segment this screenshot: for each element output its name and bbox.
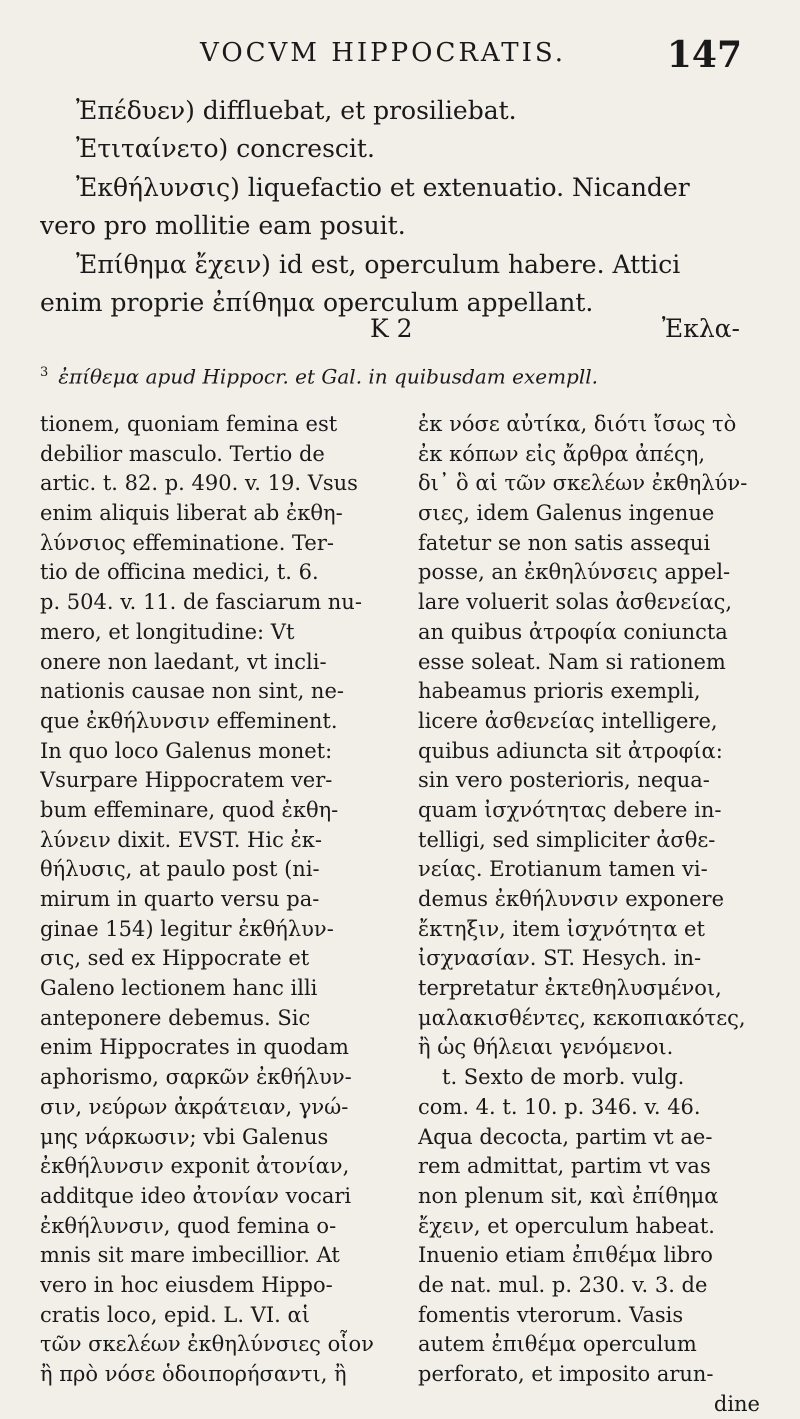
column-line: λύνσιος effeminatione. Ter-: [40, 530, 334, 555]
column-line: de nat. mul. p. 230. v. 3. de: [418, 1272, 708, 1297]
column-line: bum effeminare, quod ἐκθη-: [40, 797, 339, 822]
column-line: an quibus ἀτροφία coniuncta: [418, 619, 728, 644]
column-line: In quo loco Galenus monet:: [40, 738, 333, 763]
column-line: Galeno lectionem hanc illi: [40, 976, 318, 1001]
column-line: licere ἀσθενείας intelligere,: [418, 708, 718, 733]
column-line: terpretatur ἐκτεθηλυσμένοι,: [418, 976, 722, 1001]
column-line: mnis sit mare imbecillior. At: [40, 1243, 340, 1268]
entry-line: enim proprie ἐπίθημα operculum appellant.: [40, 287, 594, 317]
entry-line: vero pro mollitie eam posuit.: [40, 211, 406, 241]
column-line: p. 504. v. 11. de fasciarum nu-: [40, 590, 362, 615]
entry-line: Ἐκθήλυνσις) liquefactio et extenuatio. Nicander: [76, 172, 690, 202]
column-line: quibus adiuncta sit ἀτροφία:: [418, 738, 723, 763]
column-line: μαλακισθέντες, κεκοπιακότες,: [418, 1005, 746, 1030]
column-line: τῶν σκελέων ἐκθηλύνσιες οἷον: [40, 1332, 374, 1357]
column-line: artic. t. 82. p. 490. v. 19. Vsus: [40, 471, 358, 496]
column-line: rem admittat, partim vt vas: [418, 1154, 711, 1179]
right-column: [418, 410, 760, 1419]
column-line: θήλυσις, at paulo post (ni-: [40, 857, 320, 882]
column-line: autem ἐπιθέμα operculum: [418, 1332, 697, 1357]
column-line: ἐκθήλυνσιν, quod femina o-: [40, 1213, 337, 1238]
column-line: ἰσχνασίαν. ST. Hesych. in-: [418, 946, 702, 971]
column-line: mirum in quarto versu pa-: [40, 887, 320, 911]
footnote-mark: 3: [40, 365, 49, 380]
column-line: onere non laedant, vt incli-: [40, 649, 327, 674]
column-line: t. Sexto de morb. vulg.: [442, 1065, 685, 1090]
column-line: perforato, et imposito arun-: [418, 1362, 714, 1386]
page-header: [0, 34, 800, 84]
column-line: enim aliquis liberat ab ἐκθη-: [40, 501, 343, 526]
column-line: Vsurpare Hippocratem ver-: [40, 768, 333, 793]
column-line: ἐκ κόπων εἰς ἄρθρα ἀπέςη,: [418, 441, 706, 466]
column-line: mero, et longitudine: Vt: [40, 619, 295, 644]
left-column: [40, 410, 382, 1390]
entry-line: Ἐτιταίνετο) concrescit.: [76, 134, 375, 164]
column-line: λύνειν dixit. EVST. Hic ἐκ-: [40, 827, 323, 852]
column-line: habeamus prioris exempli,: [418, 679, 701, 704]
column-line: que ἐκθήλυνσιν effeminent.: [40, 708, 338, 733]
column-line: σις, sed ex Hippocrate et: [40, 946, 310, 971]
signature-mark: K 2: [370, 314, 413, 343]
column-line: tio de officina medici, t. 6.: [40, 560, 319, 585]
column-line: sin vero posterioris, nequa-: [418, 768, 710, 793]
column-line: μης νάρκωσιν; vbi Galenus: [40, 1124, 329, 1149]
catchword: Ἐκλα-: [661, 314, 740, 343]
column-line: tionem, quoniam femina est: [40, 412, 338, 436]
column-line: ginae 154) legitur ἐκθήλυν-: [40, 916, 334, 941]
footnote: [40, 357, 760, 393]
entry-line: Ἐπέδυεν) diffluebat, et prosiliebat.: [76, 96, 517, 125]
column-line: esse soleat. Nam si rationem: [418, 649, 726, 674]
column-line: fomentis vterorum. Vasis: [418, 1302, 684, 1327]
column-line: vero in hoc eiusdem Hippo-: [40, 1272, 333, 1297]
column-line: ἢ ὡς θήλειαι γενόμενοι.: [418, 1035, 674, 1060]
column-line: enim Hippocrates in quodam: [40, 1035, 349, 1060]
column-line: ἔκτηξιν, item ἰσχνότητα et: [418, 916, 705, 941]
column-line: dine: [713, 1391, 760, 1416]
column-line: demus ἐκθήλυνσιν exponere: [418, 887, 725, 911]
column-line: σιν, νεύρων ἀκράτειαν, γνώ-: [40, 1094, 349, 1119]
column-line: σιες, idem Galenus ingenue: [418, 501, 715, 526]
column-line: Inuenio etiam ἐπιθέμα libro: [418, 1243, 713, 1268]
column-line: lare voluerit solas ἀσθενείας,: [418, 590, 733, 615]
column-line: debilior masculo. Tertio de: [40, 441, 325, 466]
column-line: δι᾽ ὃ αἱ τῶν σκελέων ἐκθηλύν-: [418, 471, 748, 496]
column-line: com. 4. t. 10. p. 346. v. 46.: [418, 1094, 701, 1119]
column-line: ἢ πρὸ νόσε ὁδοιπορήσαντι, ἢ: [40, 1362, 347, 1386]
column-line: fatetur se non satis assequi: [418, 530, 711, 555]
page-number: 147: [666, 34, 742, 76]
running-title: VOCVM HIPPOCRATIS.: [200, 38, 567, 68]
column-line: cratis loco, epid. L. VI. αἱ: [40, 1302, 310, 1327]
column-line: ἐκ νόσε αὐτίκα, διότι ἴσως τὸ: [418, 412, 737, 436]
column-line: Aqua decocta, partim vt ae-: [418, 1124, 713, 1149]
column-line: posse, an ἐκθηλύνσεις appel-: [418, 560, 731, 585]
column-line: ἐκθήλυνσιν exponit ἀτονίαν,: [40, 1154, 350, 1179]
column-line: ἔχειν, et operculum habeat.: [418, 1213, 715, 1238]
column-line: non plenum sit, καὶ ἐπίθημα: [418, 1183, 719, 1208]
column-line: additque ideo ἀτονίαν vocari: [40, 1183, 352, 1208]
column-line: telligi, sed simpliciter ἀσθε-: [418, 827, 716, 852]
column-line: νείας. Erotianum tamen vi-: [418, 857, 708, 882]
footnote-text: ἐπίθεμα apud Hippocr. et Gal. in quibusdam exempll.: [58, 364, 598, 389]
column-line: nationis causae non sint, ne-: [40, 679, 344, 704]
signature-line: [40, 310, 740, 348]
column-line: aphorismo, σαρκῶν ἐκθήλυν-: [40, 1065, 352, 1090]
entry-line: Ἐπίθημα ἔχειν) id est, operculum habere. Attici: [76, 249, 681, 279]
column-line: anteponere debemus. Sic: [40, 1005, 311, 1030]
top-entries: [40, 92, 740, 322]
column-line: quam ἰσχνότητας debere in-: [418, 797, 722, 822]
